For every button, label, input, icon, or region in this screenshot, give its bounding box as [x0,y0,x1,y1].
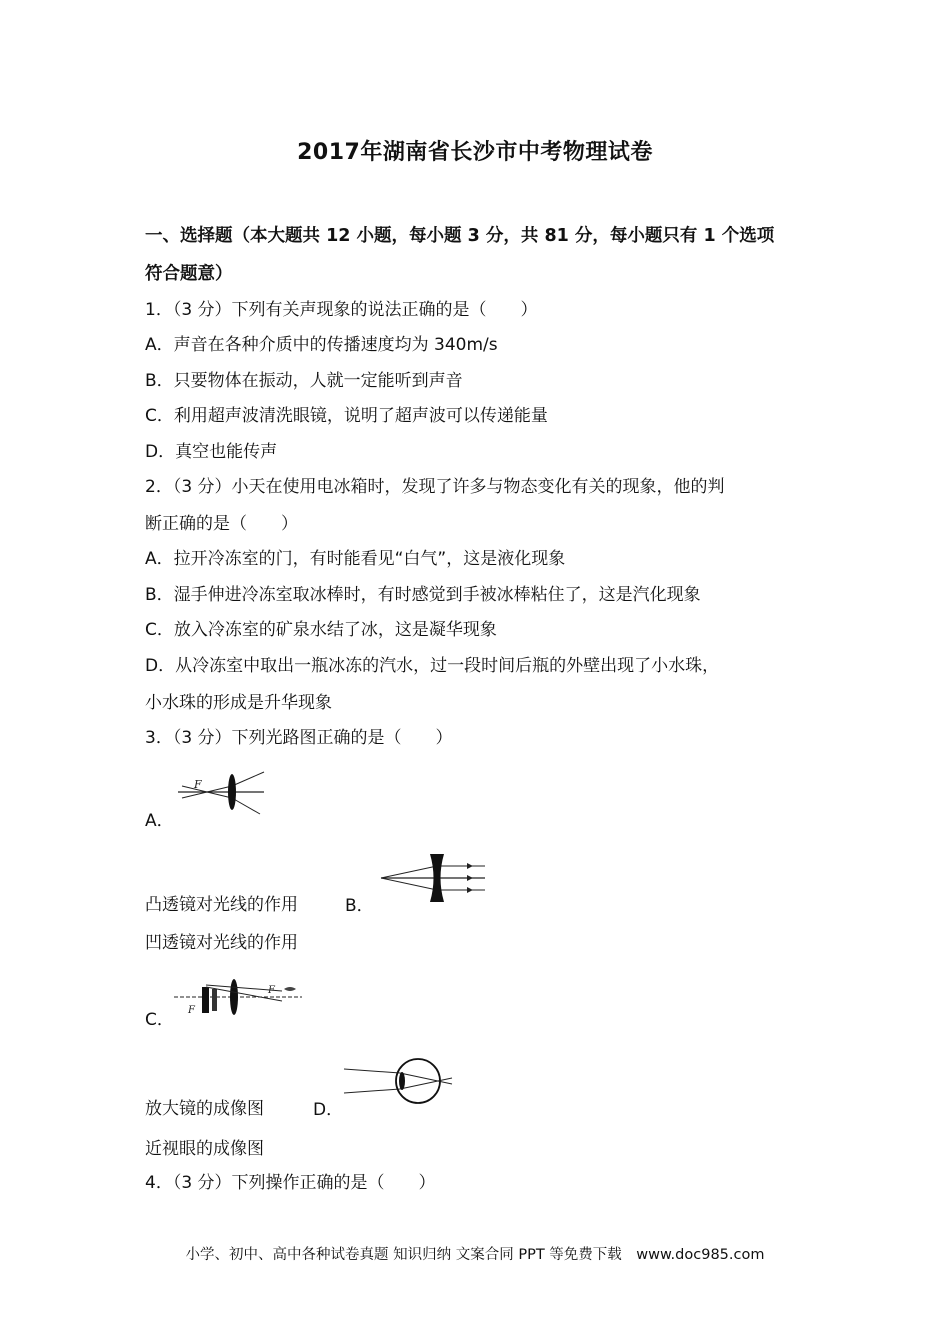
section-heading-line-2: 符合题意） [145,264,233,284]
question-2-stem-line-1: 2．（3 分）小天在使用电冰箱时，发现了许多与物态变化有关的现象，他的判 [145,477,725,497]
question-2-stem-line-2: 断正确的是（ ） [145,514,298,534]
question-2-option-b: B．湿手伸进冷冻室取冰棒时，有时感觉到手被冰棒粘住了，这是汽化现象 [145,585,701,605]
convex-lens-diagram [172,768,268,820]
question-3-option-a-caption: 凸透镜对光线的作用 [145,895,298,915]
question-3-option-b-caption: 凹透镜对光线的作用 [145,933,298,953]
question-3-stem: 3．（3 分）下列光路图正确的是（ ） [145,728,453,748]
question-3-option-d-letter: D． [313,1100,344,1120]
question-2-option-d-line-2: 小水珠的形成是升华现象 [145,693,332,713]
nearsighted-eye-diagram [340,1057,456,1107]
question-1-option-d: D．真空也能传声 [145,442,278,462]
question-2-option-c: C．放入冷冻室的矿泉水结了冰，这是凝华现象 [145,620,497,640]
question-4-stem: 4．（3 分）下列操作正确的是（ ） [145,1173,436,1193]
concave-lens-diagram [377,850,489,908]
question-2-option-a: A．拉开冷冻室的门，有时能看见“白气”，这是液化现象 [145,549,566,569]
question-1-option-b: B．只要物体在振动，人就一定能听到声音 [145,371,463,391]
focus-label-c: F [188,1005,195,1016]
question-1-option-c: C．利用超声波清洗眼镜，说明了超声波可以传递能量 [145,406,548,426]
focus-label-c-right: F [268,985,275,996]
question-3-option-d-caption: 近视眼的成像图 [145,1139,264,1159]
question-1-option-a: A．声音在各种介质中的传播速度均为 340m/s [145,335,498,355]
focus-label-a: F [194,778,202,791]
magnifier-diagram [172,975,304,1019]
page-footer: 小学、初中、高中各种试卷真题 知识归纳 文案合同 PPT 等免费下载 www.doc985.com [185,1247,765,1263]
question-3-option-c-caption: 放大镜的成像图 [145,1099,264,1119]
question-3-option-c-letter: C． [145,1010,174,1030]
question-1-stem: 1．（3 分）下列有关声现象的说法正确的是（ ） [145,300,538,320]
question-2-option-d-line-1: D．从冷冻室中取出一瓶冰冻的汽水，过一段时间后瓶的外壁出现了小水珠， [145,656,720,676]
question-3-option-a-letter: A． [145,811,174,831]
page-title: 2017年湖南省长沙市中考物理试卷 [297,140,653,165]
section-heading-line-1: 一、选择题（本大题共 12 小题，每小题 3 分，共 81 分，每小题只有 1 个选项 [145,226,775,246]
question-3-option-b-letter: B． [345,896,374,916]
